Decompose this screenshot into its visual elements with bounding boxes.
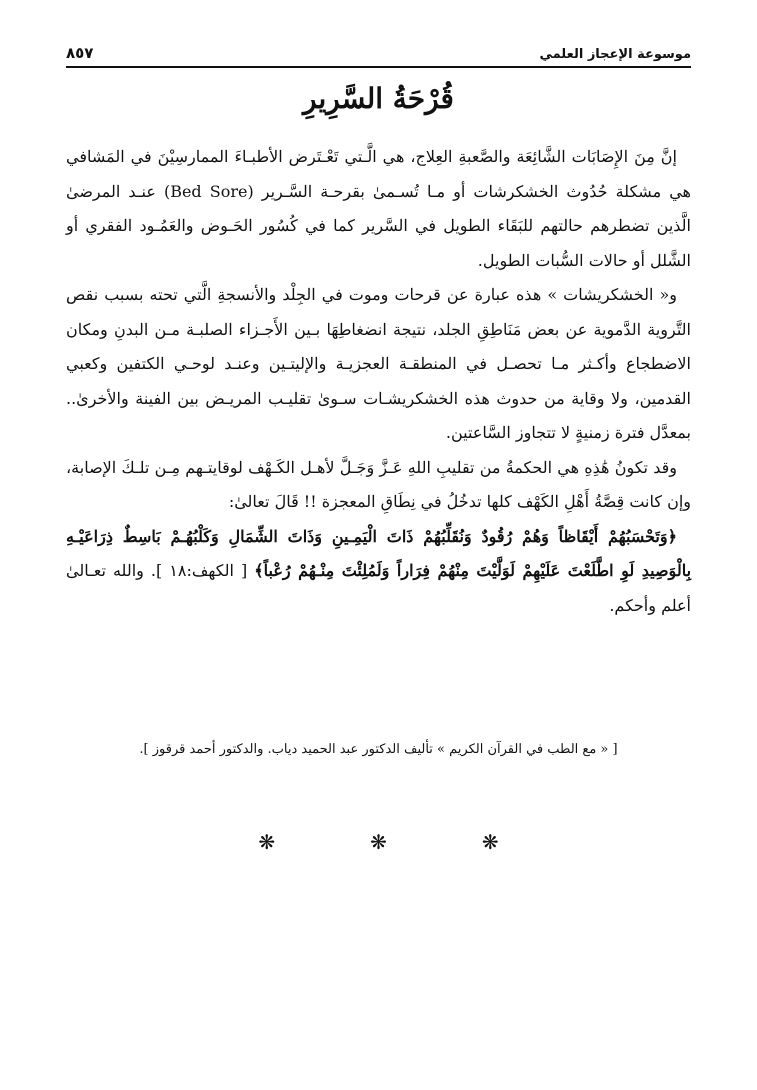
asterism-icon: ❋ <box>370 830 387 854</box>
closing-phrase: والله تعـالىٰ أعلم وأحكم. <box>66 561 691 615</box>
paragraph-wisdom: وقد تكونُ هَٰذِهِ هي الحكمةُ من تقليبِ اللهِ عَـزَّ وَجَـلَّ لأهـل الكَـهْف لوقايتـهم مِـن تلـكَ الإصابة، وإن كانت قِصَّةُ أَهْلِ الكَهْف كلها تدخُلُ في نِطَاقِ المعجزة !! قَالَ تعالىٰ: <box>66 457 691 511</box>
paragraph-bedsores: و« الخشكريشات » هذه عبارة عن قرحات وموت في الجِلْد والأنسجةِ الَّتي تحته بسبب نقص التَّروية الدَّموية عن بعض مَنَاطِقِ الجلد، نتيجة انضغاطِهَا بـين الأَجـزاء الصلبـة مـن البدنِ ومكان الاضطجاع وأكـثر مـا تحصـل في المنطقـة العجزيـة والإليتـين وعنـد لوحـي الكتفين وكعبي القدمين، ولا وقاية من حدوث هذه الخشكريشـات سـوىٰ تقليـب المريـض بين الفينة والأخرىٰ.. بمعدَّل فترة زمنيةٍ لا تتجاوز السَّاعتين. <box>66 285 691 442</box>
source-reference: [ « مع الطب في القرآن الكريم » تأليف الدكتور عبد الحميد دياب. والدكتور أحمد قرقوز ]. <box>139 742 618 757</box>
article-title: قُرْحَةُ السَّرِيرِ <box>303 82 454 115</box>
asterism-icon: ❋ <box>258 830 276 854</box>
page-header <box>66 38 691 68</box>
verse-citation: [ الكهف:١٨ ]. <box>150 561 248 580</box>
paragraph-intro: إنَّ مِنَ الإِصَابَات الشَّائِعَة والصَّعبةِ العِلاج، هي الَّـتي تَعْـتَرض الأطبـاءَ الممارسِيْنَ في المَشافي هي مشكلة حُدُوث الخشكرشات أو مـا تُسـمىٰ بقرحـة السَّـرير (Bed Sore) عنـد المرضىٰ الَّذين تضطرهم حالتهم للبَقَاء الطويل في السَّرير كما في كُسُور الحَـوض والعَمُـود الفقري أو الشَّلل أو حالات السُّبات الطويل. <box>66 147 692 270</box>
section-separator <box>0 830 757 854</box>
verse-paragraph <box>66 520 691 624</box>
running-title: موسوعة الإعجاز العلمي <box>539 47 691 62</box>
page-number: ٨٥٧ <box>66 44 94 62</box>
article-body <box>66 140 691 623</box>
asterism-icon: ❋ <box>481 830 499 854</box>
quran-verse: ﴿وَتَحْسَبُهُمْ أَيْقَاظاً وَهُمْ رُقُودٌ وَنُقَلِّبُهُمْ ذَاتَ الْيَمِـينِ وَذَاتَ الشِّمَالِ وَكَلْبُهُـمْ بَاسِطٌ ذِرَاعَيْـهِ بِالْوَصِيدِ لَوِ اطَّلَعْتَ عَلَيْهِمْ لَوَلَّيْتَ مِنْهُمْ فِرَاراً وَلَمُلِئْتَ مِنْـهُمْ رُعْباً﴾ <box>66 526 692 580</box>
